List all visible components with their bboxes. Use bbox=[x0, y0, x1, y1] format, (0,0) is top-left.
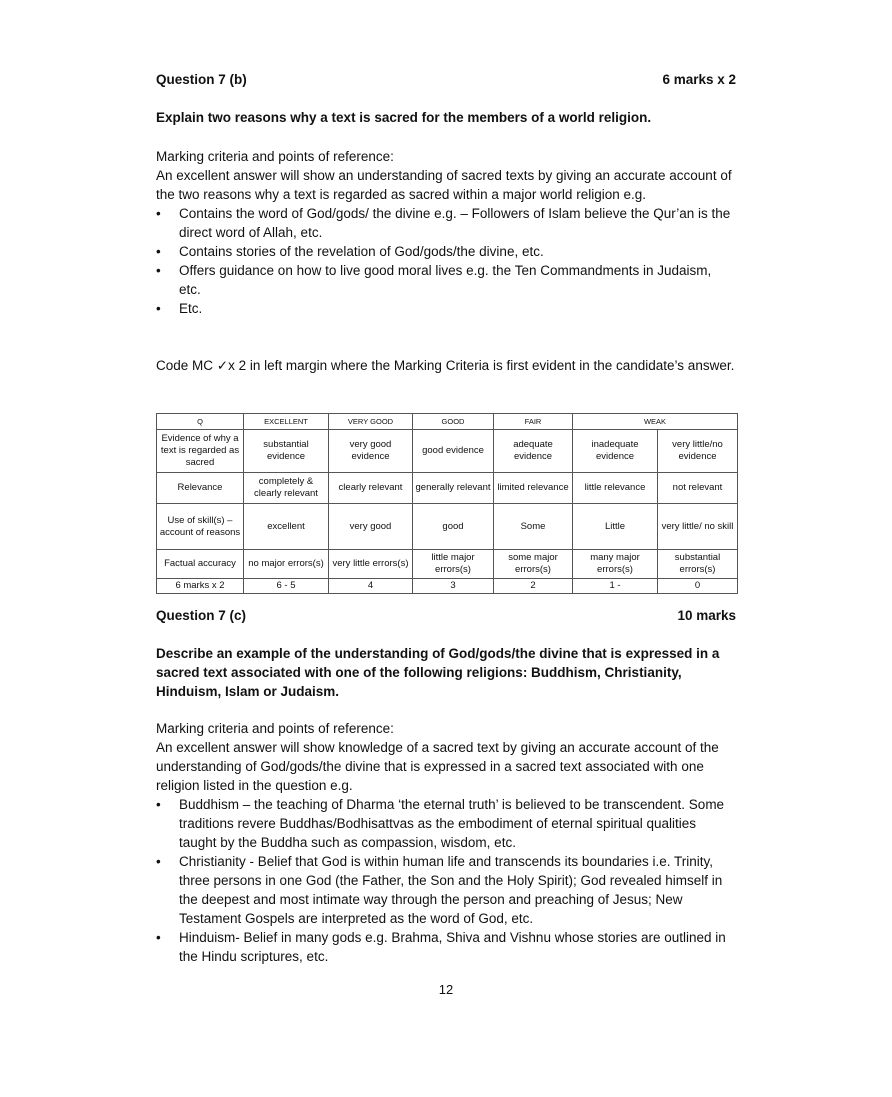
rubric-cell: substantial evidence bbox=[244, 430, 329, 473]
criteria-bullet: • Christianity - Belief that God is within human life and transcends its boundaries i.e. Trinity, three persons in one God (the Father, the Son and the Holy Spirit); God revealed himself in the deepest and most intimate way through the person and preaching of Jesus; New Testament Gospels are interpreted as the word of God, etc. bbox=[156, 852, 736, 928]
rubric-cell: 1 - bbox=[573, 579, 658, 594]
rubric-cell: 6 - 5 bbox=[244, 579, 329, 594]
criteria-bullet-list bbox=[156, 795, 736, 966]
criteria-bullet: • Hinduism- Belief in many gods e.g. Brahma, Shiva and Vishnu whose stories are outlined in the Hindu scriptures, etc. bbox=[156, 928, 736, 966]
rubric-row bbox=[157, 430, 738, 473]
rubric-cell: good evidence bbox=[413, 430, 494, 473]
rubric-cell: 3 bbox=[413, 579, 494, 594]
criteria-heading: Marking criteria and points of reference: bbox=[156, 721, 394, 736]
rubric-row bbox=[157, 504, 738, 550]
criteria-bullet-list bbox=[156, 204, 736, 318]
marking-rubric-table bbox=[156, 413, 738, 594]
criteria-intro: An excellent answer will show an understanding of sacred texts by giving an accurate account of the two reasons why a text is regarded as sacred within a major world religion e.g. bbox=[156, 168, 732, 202]
question-7c-header bbox=[156, 608, 736, 623]
rubric-row-label: 6 marks x 2 bbox=[157, 579, 244, 594]
rubric-cell: substantial errors(s) bbox=[658, 550, 738, 579]
criteria-bullet: • Buddhism – the teaching of Dharma ‘the eternal truth’ is believed to be transcendent. Some traditions revere Buddhas/Bodhisattvas as the embodiment of eternal spiritual qualities taught by the Buddha such as compassion, wisdom, etc. bbox=[156, 795, 736, 852]
question-7b-label: Question 7 (b) bbox=[156, 72, 247, 87]
rubric-cell: very little/ no skill bbox=[658, 504, 738, 550]
rubric-cell: little major errors(s) bbox=[413, 550, 494, 579]
code-note bbox=[156, 356, 736, 375]
rubric-cell: 0 bbox=[658, 579, 738, 594]
rubric-row bbox=[157, 550, 738, 579]
criteria-intro: An excellent answer will show knowledge of a sacred text by giving an accurate account of the understanding of God/gods/the divine that is expressed in a sacred text associated with one religion listed in the question e.g. bbox=[156, 740, 719, 793]
criteria-heading: Marking criteria and points of reference: bbox=[156, 149, 394, 164]
rubric-cell: adequate evidence bbox=[494, 430, 573, 473]
rubric-cell: very little errors(s) bbox=[329, 550, 413, 579]
rubric-row bbox=[157, 579, 738, 594]
rubric-cell: Some bbox=[494, 504, 573, 550]
criteria-bullet: • Etc. bbox=[156, 299, 736, 318]
rubric-row-label: Evidence of why a text is regarded as sacred bbox=[157, 430, 244, 473]
rubric-cell: generally relevant bbox=[413, 473, 494, 504]
rubric-header-cell: WEAK bbox=[573, 414, 738, 430]
rubric-header-cell: GOOD bbox=[413, 414, 494, 430]
rubric-cell: no major errors(s) bbox=[244, 550, 329, 579]
rubric-cell: good bbox=[413, 504, 494, 550]
rubric-header-cell: EXCELLENT bbox=[244, 414, 329, 430]
code-note-prefix: Code MC bbox=[156, 358, 217, 373]
rubric-row bbox=[157, 473, 738, 504]
rubric-header-cell: Q bbox=[157, 414, 244, 430]
rubric-cell: clearly relevant bbox=[329, 473, 413, 504]
rubric-row-label: Use of skill(s) – account of reasons bbox=[157, 504, 244, 550]
rubric-cell: very good evidence bbox=[329, 430, 413, 473]
question-7c-criteria bbox=[156, 719, 736, 966]
rubric-cell: 4 bbox=[329, 579, 413, 594]
rubric-cell: little relevance bbox=[573, 473, 658, 504]
question-7b-header bbox=[156, 72, 736, 87]
rubric-cell: inadequate evidence bbox=[573, 430, 658, 473]
code-note-suffix: x 2 in left margin where the Marking Criteria is first evident in the candidate’s answer. bbox=[228, 358, 735, 373]
criteria-bullet: • Offers guidance on how to live good moral lives e.g. the Ten Commandments in Judaism, etc. bbox=[156, 261, 736, 299]
rubric-header-cell: VERY GOOD bbox=[329, 414, 413, 430]
criteria-bullet: • Contains the word of God/gods/ the divine e.g. – Followers of Islam believe the Qur’an is the direct word of Allah, etc. bbox=[156, 204, 736, 242]
page-number: 12 bbox=[438, 982, 454, 997]
rubric-row-label: Relevance bbox=[157, 473, 244, 504]
rubric-cell: Little bbox=[573, 504, 658, 550]
tick-icon: ✓ bbox=[216, 358, 229, 373]
rubric-cell: limited relevance bbox=[494, 473, 573, 504]
question-7c-marks: 10 marks bbox=[677, 608, 736, 623]
rubric-cell: some major errors(s) bbox=[494, 550, 573, 579]
question-7c-label: Question 7 (c) bbox=[156, 608, 247, 623]
rubric-cell: completely & clearly relevant bbox=[244, 473, 329, 504]
rubric-cell: not relevant bbox=[658, 473, 738, 504]
rubric-header-cell: FAIR bbox=[494, 414, 573, 430]
question-7b-prompt: Explain two reasons why a text is sacred for the members of a world religion. bbox=[156, 110, 652, 125]
rubric-cell: 2 bbox=[494, 579, 573, 594]
question-7b-marks: 6 marks x 2 bbox=[662, 72, 736, 87]
rubric-cell: very little/no evidence bbox=[658, 430, 738, 473]
question-7b-criteria bbox=[156, 147, 736, 318]
question-7c-prompt: Describe an example of the understanding of God/gods/the divine that is expressed in a sacred text associated with one of the following religions: Buddhism, Christianity, Hinduism, Islam or Judaism. bbox=[156, 646, 720, 699]
rubric-row-label: Factual accuracy bbox=[157, 550, 244, 579]
criteria-bullet: • Contains stories of the revelation of God/gods/the divine, etc. bbox=[156, 242, 736, 261]
rubric-header-row bbox=[157, 414, 738, 430]
rubric-cell: many major errors(s) bbox=[573, 550, 658, 579]
rubric-cell: very good bbox=[329, 504, 413, 550]
rubric-cell: excellent bbox=[244, 504, 329, 550]
